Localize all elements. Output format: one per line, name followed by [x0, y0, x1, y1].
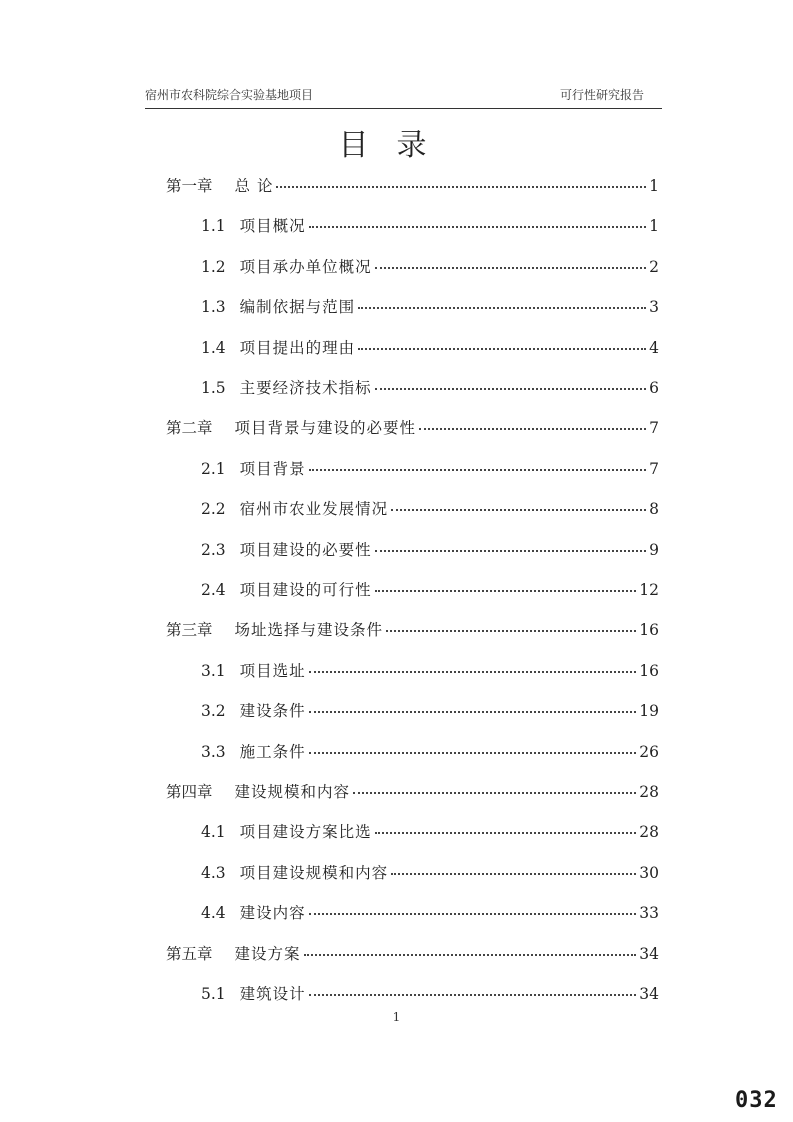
toc-entry-number: 4.1: [201, 823, 226, 842]
toc-entry-section[interactable]: [201, 578, 659, 600]
toc-entry-page: 4: [649, 338, 659, 357]
toc-entry-section[interactable]: [201, 497, 659, 519]
toc-entry-section[interactable]: [201, 740, 659, 762]
toc-entry-label: 总 论: [234, 177, 274, 195]
toc-entry-page: 34: [639, 985, 659, 1003]
header-project-name: 宿州市农科院综合实验基地项目: [145, 88, 314, 102]
toc-dot-leader: [358, 348, 646, 350]
toc-entry-label: 项目背景: [239, 459, 306, 478]
toc-entry-label: 项目建设方案比选: [239, 823, 372, 842]
toc-entry-section[interactable]: [201, 214, 659, 236]
toc-entry-number: 5.1: [201, 985, 226, 1003]
toc-dot-leader: [309, 711, 637, 713]
toc-entry-section[interactable]: [201, 659, 659, 681]
page-number: 1: [392, 1010, 401, 1024]
toc-entry-label: 项目建设的可行性: [239, 581, 372, 599]
toc-entry-label: 项目建设的必要性: [239, 540, 372, 559]
toc-entry-label: 施工条件: [239, 742, 306, 761]
toc-entry-page: 33: [639, 904, 659, 923]
toc-entry-section[interactable]: [201, 982, 659, 1004]
toc-entry-chapter[interactable]: [166, 942, 659, 964]
toc-dot-leader: [391, 873, 636, 875]
toc-entry-number: 2.2: [201, 500, 226, 519]
toc-dot-leader: [353, 792, 636, 794]
toc-entry-label: 主要经济技术指标: [239, 379, 372, 397]
toc-entry-page: 26: [639, 742, 659, 761]
toc-entry-number: 4.4: [201, 904, 226, 923]
toc-entry-label: 建设内容: [239, 904, 306, 923]
toc-entry-page: 12: [639, 581, 659, 599]
toc-entry-number: 3.2: [201, 702, 226, 721]
toc-dot-leader: [375, 590, 637, 592]
toc-dot-leader: [419, 428, 646, 430]
toc-entry-page: 7: [649, 419, 659, 438]
toc-entry-number: 2.4: [201, 581, 226, 599]
toc-entry-page: 2: [649, 257, 659, 276]
toc-entry-label: 场址选择与建设条件: [234, 621, 384, 640]
toc-dot-leader: [309, 469, 646, 471]
toc-entry-label: 项目选址: [239, 661, 306, 680]
toc-entry-label: 项目承办单位概况: [239, 257, 372, 276]
toc-entry-label: 建设条件: [239, 702, 306, 721]
toc-entry-page: 7: [649, 459, 659, 478]
toc-entry-section[interactable]: [201, 901, 659, 923]
toc-entry-section[interactable]: [201, 457, 659, 479]
toc-entry-chapter[interactable]: [166, 780, 659, 802]
toc-entry-number: 2.1: [201, 459, 226, 478]
toc-entry-label: 建筑设计: [239, 985, 306, 1003]
toc-entry-page: 6: [649, 379, 659, 397]
toc-entry-page: 16: [639, 621, 659, 640]
toc-entry-chapter[interactable]: [166, 174, 659, 196]
toc-dot-leader: [304, 954, 637, 956]
toc-entry-label: 项目背景与建设的必要性: [234, 419, 417, 438]
toc-dot-leader: [309, 994, 637, 996]
toc-entry-number: 第五章: [166, 944, 213, 963]
toc-dot-leader: [386, 630, 636, 632]
toc-entry-label: 建设规模和内容: [234, 783, 351, 801]
toc-dot-leader: [276, 186, 646, 188]
toc-entry-page: 1: [649, 217, 659, 236]
toc-entry-chapter[interactable]: [166, 618, 659, 640]
toc-dot-leader: [375, 832, 637, 834]
toc-entry-section[interactable]: [201, 820, 659, 842]
toc-dot-leader: [375, 550, 646, 552]
header-report-type: 可行性研究报告: [560, 88, 645, 102]
toc-entry-page: 3: [649, 298, 659, 317]
toc-entry-page: 30: [639, 863, 659, 882]
toc-entry-section[interactable]: [201, 255, 659, 277]
toc-entry-page: 1: [649, 177, 659, 195]
toc-dot-leader: [309, 752, 637, 754]
toc-entry-number: 第三章: [166, 621, 213, 640]
toc-entry-number: 3.1: [201, 661, 226, 680]
toc-dot-leader: [375, 267, 646, 269]
toc-dot-leader: [375, 388, 646, 390]
toc-entry-label: 宿州市农业发展情况: [239, 500, 389, 519]
toc-entry-label: 编制依据与范围: [239, 298, 356, 317]
toc-entry-page: 8: [649, 500, 659, 519]
toc-entry-number: 1.2: [201, 257, 226, 276]
toc-entry-section[interactable]: [201, 699, 659, 721]
page-title: 目录: [338, 128, 455, 163]
toc-entry-number: 1.4: [201, 338, 226, 357]
toc-entry-number: 2.3: [201, 540, 226, 559]
toc-entry-chapter[interactable]: [166, 416, 659, 438]
toc-entry-label: 项目提出的理由: [239, 338, 356, 357]
toc-entry-page: 28: [639, 783, 659, 801]
toc-dot-leader: [391, 509, 646, 511]
toc-entry-page: 34: [639, 944, 659, 963]
toc-entry-number: 第四章: [166, 783, 213, 801]
toc-dot-leader: [309, 913, 637, 915]
toc-entry-section[interactable]: [201, 538, 659, 560]
toc-entry-label: 建设方案: [234, 944, 301, 963]
toc-entry-page: 9: [649, 540, 659, 559]
toc-entry-number: 1.5: [201, 379, 226, 397]
toc-dot-leader: [309, 671, 637, 673]
toc-entry-number: 3.3: [201, 742, 226, 761]
toc-entry-page: 28: [639, 823, 659, 842]
header-divider: [145, 108, 662, 109]
toc-dot-leader: [309, 226, 646, 228]
toc-entry-number: 第二章: [166, 419, 213, 438]
toc-entry-number: 1.3: [201, 298, 226, 317]
toc-entry-label: 项目概况: [239, 217, 306, 236]
toc-entry-section[interactable]: [201, 336, 659, 358]
toc-entry-section[interactable]: [201, 861, 659, 883]
toc-entry-section[interactable]: [201, 376, 659, 398]
toc-entry-number: 4.3: [201, 863, 226, 882]
toc-entry-page: 16: [639, 661, 659, 680]
stamp-number: 032: [735, 1088, 778, 1113]
toc-entry-page: 19: [639, 702, 659, 721]
toc-entry-label: 项目建设规模和内容: [239, 863, 389, 882]
toc-entry-number: 第一章: [166, 177, 213, 195]
toc-entry-number: 1.1: [201, 217, 226, 236]
toc-entry-section[interactable]: [201, 295, 659, 317]
toc-dot-leader: [358, 307, 646, 309]
